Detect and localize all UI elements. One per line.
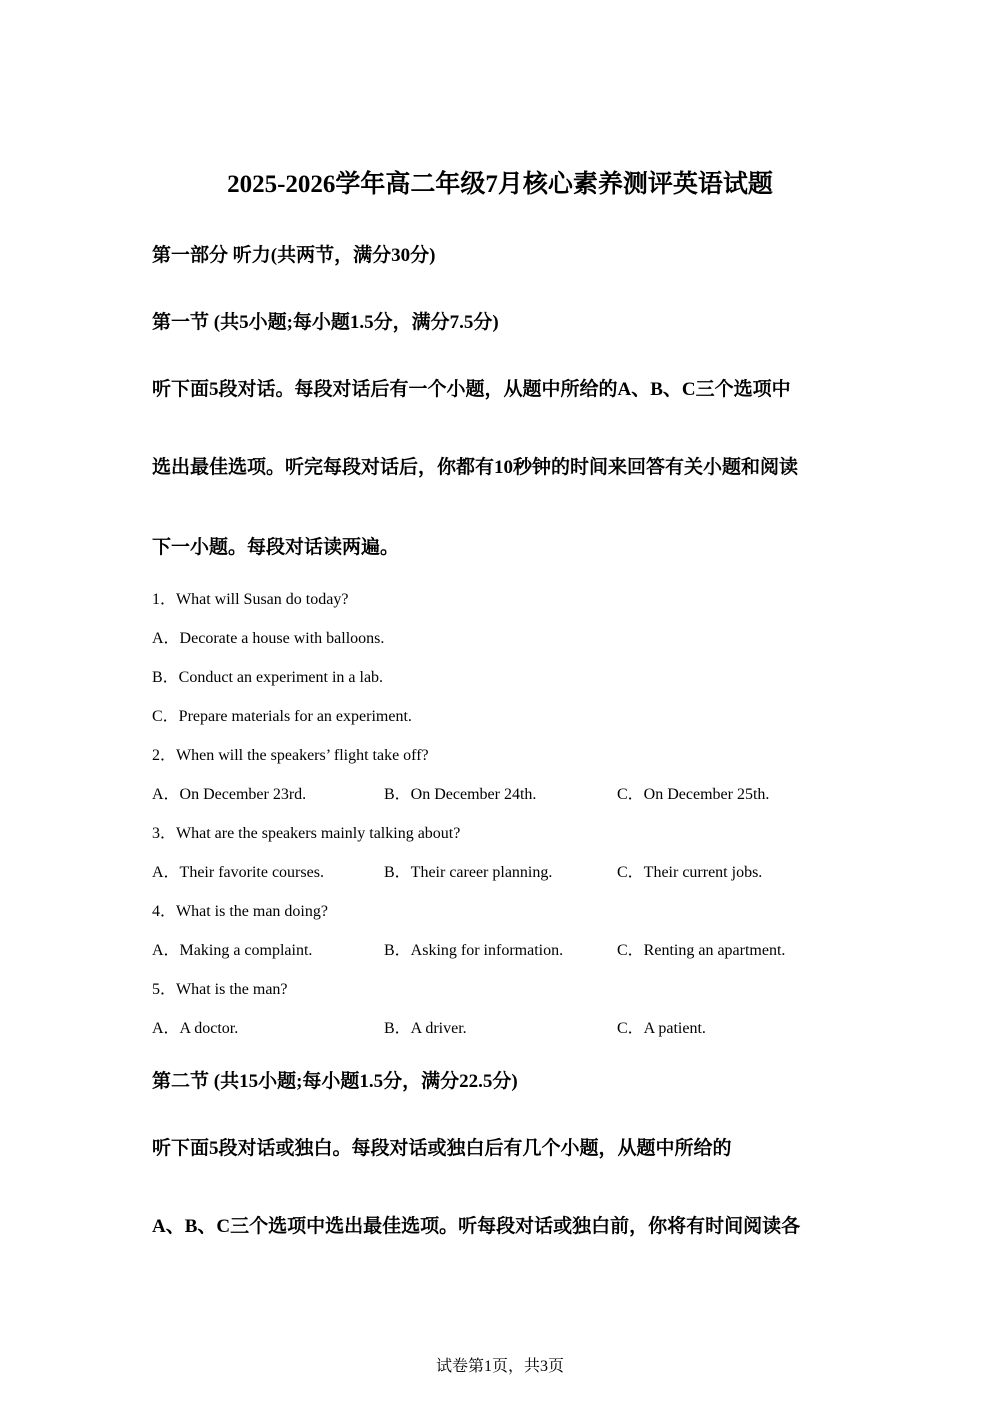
question-1-option-b: B．Conduct an experiment in a lab. <box>152 669 384 686</box>
question-1-option-c: C．Prepare materials for an experiment. <box>152 708 412 725</box>
question-2-option-a: A．On December 23rd. <box>152 786 307 803</box>
section2-heading: 第二节 (共15小题;每小题1.5分，满分22.5分) <box>152 1071 518 1092</box>
section2-instruction-line-2: A、B、C三个选项中选出最佳选项。听每段对话或独白前，你将有时间阅读各 <box>152 1216 801 1237</box>
section1-heading: 第一节 (共5小题;每小题1.5分，满分7.5分) <box>152 312 499 333</box>
question-3-option-b: B．Their career planning. <box>384 864 553 881</box>
question-3-option-a: A．Their favorite courses. <box>152 864 324 881</box>
section1-instruction-line-1: 听下面5段对话。每段对话后有一个小题，从题中所给的A、B、C三个选项中 <box>152 379 791 400</box>
part1-heading: 第一部分 听力(共两节，满分30分) <box>152 245 436 266</box>
question-5-option-a: A．A doctor. <box>152 1020 239 1037</box>
question-1-option-a: A．Decorate a house with balloons. <box>152 630 385 647</box>
question-1-stem: 1．What will Susan do today? <box>152 591 349 608</box>
question-3-stem: 3．What are the speakers mainly talking about? <box>152 825 461 842</box>
question-5-stem: 5．What is the man? <box>152 981 288 998</box>
question-5-option-c: C．A patient. <box>617 1020 706 1037</box>
question-3-option-c: C．Their current jobs. <box>617 864 763 881</box>
question-2-stem: 2．When will the speakers’ flight take off? <box>152 747 429 764</box>
question-4-option-b: B．Asking for information. <box>384 942 564 959</box>
section1-instruction-line-3: 下一小题。每段对话读两遍。 <box>152 537 400 558</box>
section2-instruction-line-1: 听下面5段对话或独白。每段对话或独白后有几个小题，从题中所给的 <box>152 1138 732 1159</box>
question-5-option-b: B．A driver. <box>384 1020 467 1037</box>
question-4-option-a: A．Making a complaint. <box>152 942 313 959</box>
question-2-option-c: C．On December 25th. <box>617 786 770 803</box>
section1-instruction-line-2: 选出最佳选项。听完每段对话后，你都有10秒钟的时间来回答有关小题和阅读 <box>152 457 799 478</box>
question-4-option-c: C．Renting an apartment. <box>617 942 786 959</box>
page-title: 2025-2026学年高二年级7月核心素养测评英语试题 <box>227 171 773 198</box>
page-footer: 试卷第1页，共3页 <box>435 1358 564 1375</box>
question-4-stem: 4．What is the man doing? <box>152 903 328 920</box>
question-2-option-b: B．On December 24th. <box>384 786 537 803</box>
